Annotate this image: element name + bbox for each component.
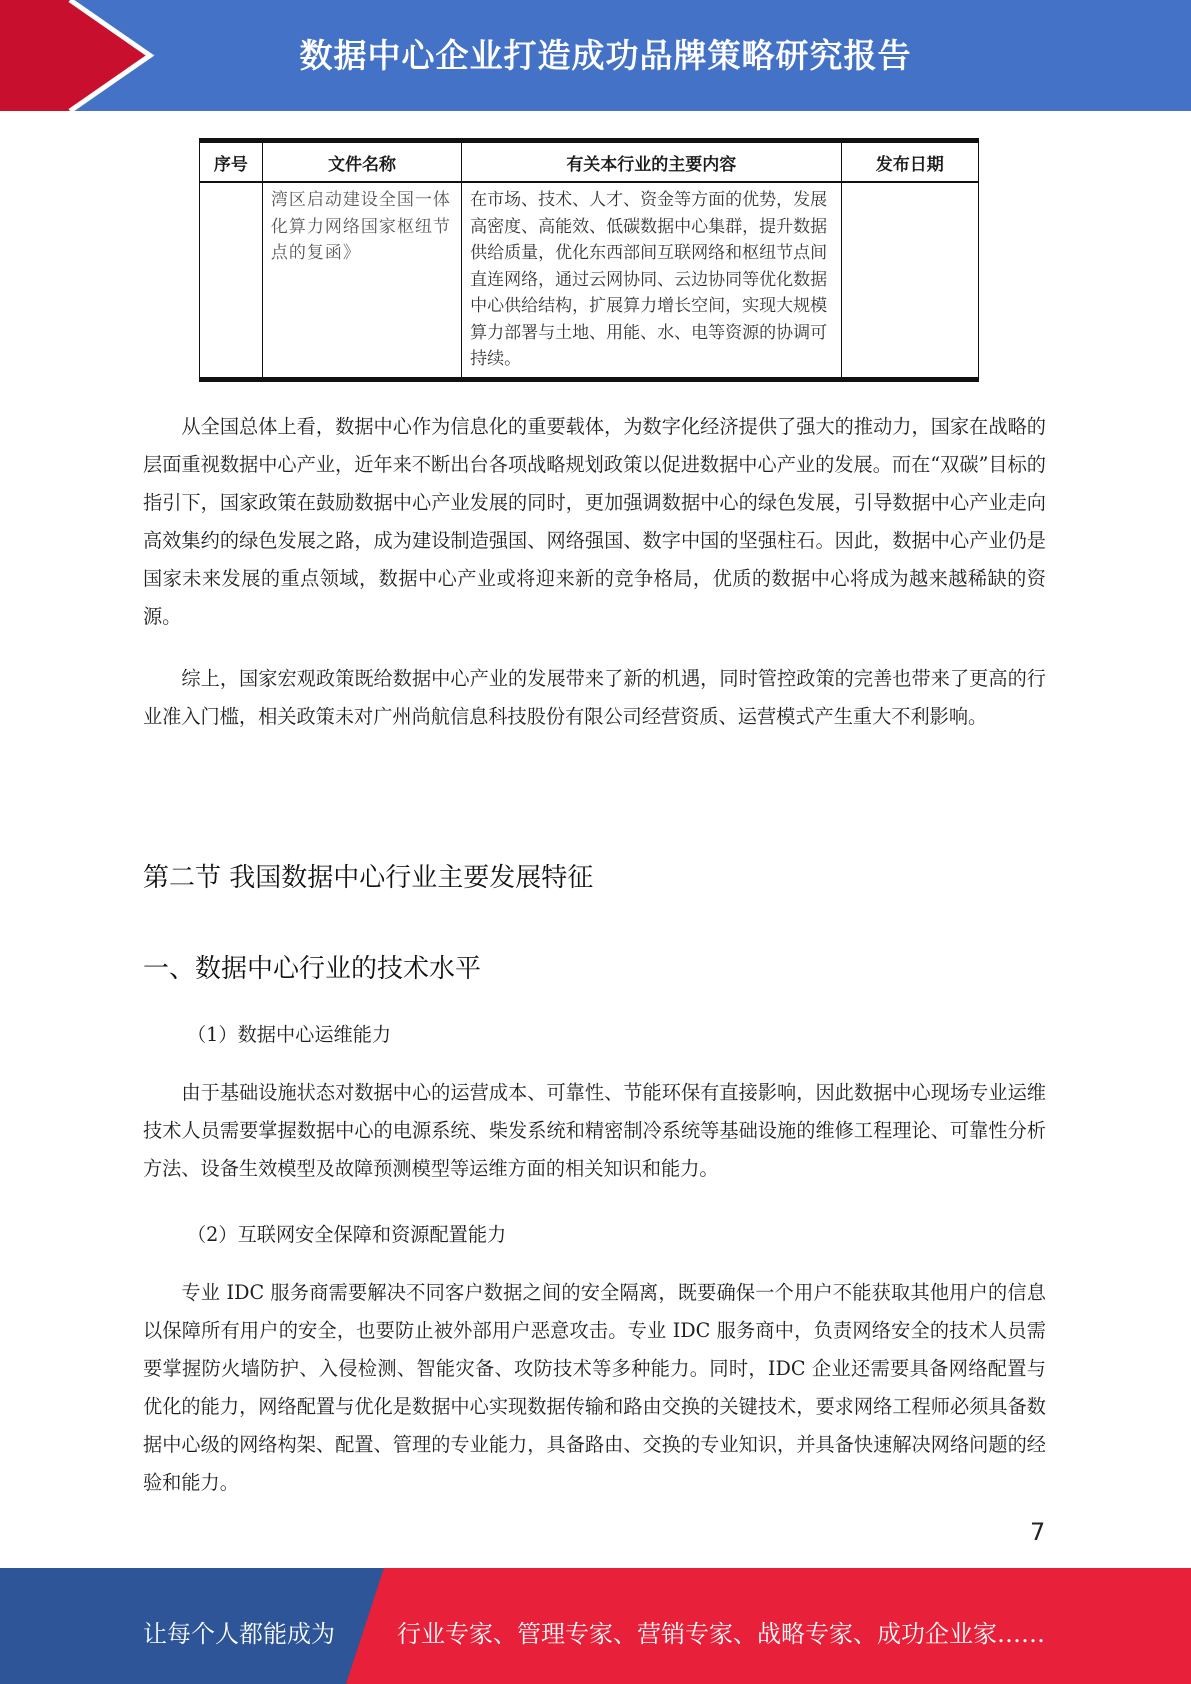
footer-slogan-right: 行业专家、管理专家、营销专家、战略专家、成功企业家…… <box>397 1620 1045 1648</box>
table-row <box>200 182 979 379</box>
cell-date <box>841 182 979 379</box>
cell-content: 在市场、技术、人才、资金等方面的优势，发展高密度、高能效、低碳数据中心集群，提升数据供给质量，优化东西部间互联网络和枢纽节点间直连网络，通过云网协同、云边协同等优化数据中心供给结构，扩展算力增长空间，实现大规模算力部署与土地、用能、水、电等资源的协调可持续。 <box>462 182 841 379</box>
section-title: 第二节 我国数据中心行业主要发展特征 <box>143 863 594 893</box>
heading-technical-level: 一、数据中心行业的技术水平 <box>143 954 482 984</box>
column-header-index: 序号 <box>200 141 263 183</box>
subheading-security: （2）互联网安全保障和资源配置能力 <box>187 1223 507 1246</box>
table-header-row <box>200 141 979 183</box>
page-header <box>0 0 1191 111</box>
report-title: 数据中心企业打造成功品牌策略研究报告 <box>299 36 912 75</box>
paragraph-summary: 综上，国家宏观政策既给数据中心产业的发展带来了新的机遇，同时管控政策的完善也带来了更高的行业准入门槛，相关政策未对广州尚航信息科技股份有限公司经营资质、运营模式产生重大不利影响。 <box>143 667 1046 728</box>
paragraph-security: 专业 IDC 服务商需要解决不同客户数据之间的安全隔离，既要确保一个用户不能获取其他用户的信息以保障所有用户的安全，也要防止被外部用户恶意攻击。专业 IDC 服务商中，负责网络安全的技术人员需要掌握防火墙防护、入侵检测、智能灾备、攻防技术等多种能力。同时，IDC 企业还需要具备网络配置与优化的能力，网络配置与优化是数据中心实现数据传输和路由交换的关键技术，要求网络工程师必须具备数据中心级的网络构架、配置、管理的专业能力，具备路由、交换的专业知识，并具备快速解决网络问题的经验和能力。 <box>143 1281 1046 1494</box>
cell-file-name: 湾区启动建设全国一体化算力网络国家枢纽节点的复函》 <box>262 182 461 379</box>
policy-table <box>199 138 979 382</box>
page-footer <box>0 1568 1191 1684</box>
column-header-file-name: 文件名称 <box>262 141 461 183</box>
page-number: 7 <box>1030 1518 1046 1546</box>
paragraph-operations: 由于基础设施状态对数据中心的运营成本、可靠性、节能环保有直接影响，因此数据中心现场专业运维技术人员需要掌握数据中心的电源系统、柴发系统和精密制冷系统等基础设施的维修工程理论、可靠性分析方法、设备生效模型及故障预测模型等运维方面的相关知识和能力。 <box>143 1081 1046 1180</box>
subheading-operations: （1）数据中心运维能力 <box>187 1023 392 1046</box>
column-header-date: 发布日期 <box>841 141 979 183</box>
footer-slogan-left: 让每个人都能成为 <box>143 1620 335 1648</box>
paragraph-national-overview: 从全国总体上看，数据中心作为信息化的重要载体，为数字化经济提供了强大的推动力，国家在战略的层面重视数据中心产业，近年来不断出台各项战略规划政策以促进数据中心产业的发展。而在“双碳”目标的指引下，国家政策在鼓励数据中心产业发展的同时，更加强调数据中心的绿色发展，引导数据中心产业走向高效集约的绿色发展之路，成为建设制造强国、网络强国、数字中国的坚强柱石。因此，数据中心产业仍是国家未来发展的重点领域，数据中心产业或将迎来新的竞争格局，优质的数据中心将成为越来越稀缺的资源。 <box>143 415 1046 628</box>
cell-index <box>200 182 263 379</box>
column-header-content: 有关本行业的主要内容 <box>462 141 841 183</box>
